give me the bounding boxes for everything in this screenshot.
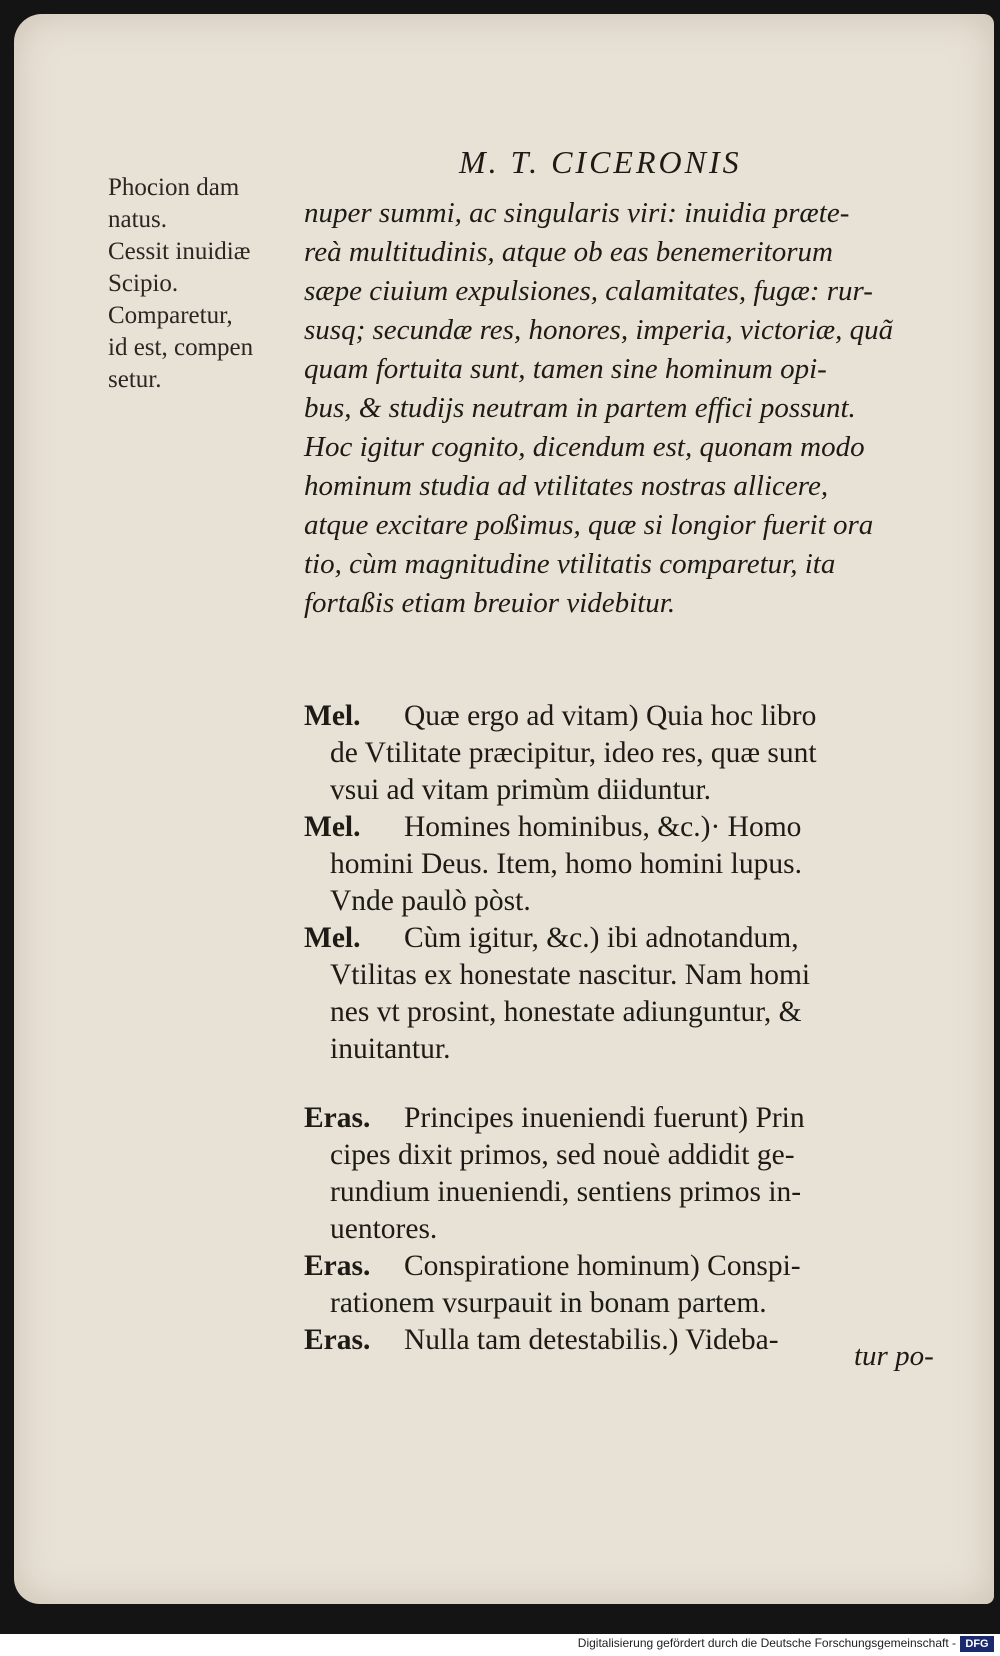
commentary-line: inuitantur.: [330, 1033, 451, 1065]
margin-note-line: Phocion dam: [108, 174, 240, 201]
margin-notes: [108, 172, 298, 396]
commentary-line: rundium inueniendi, sentiens primos in-: [330, 1176, 802, 1208]
commentary-line: Conspiratione hominum) Conspi-: [404, 1250, 801, 1282]
commentary-tag: Mel.: [304, 922, 361, 954]
main-text: [304, 194, 964, 623]
commentary-line: cipes dixit primos, sed nouè addidit ge-: [330, 1139, 795, 1171]
footer-credit: Digitalisierung gefördert durch die Deutsche Forschungsgemeinschaft -: [577, 1636, 956, 1650]
commentary-line: vsui ad vitam primùm diiduntur.: [330, 774, 712, 806]
commentary-line: Cùm igitur, &c.) ibi adnotandum,: [404, 922, 799, 954]
text-line: reà multitudinis, atque ob eas benemeritorum: [304, 236, 833, 268]
commentary-line: uentores.: [330, 1213, 438, 1245]
commentary-block-melanchthon: [304, 698, 964, 1068]
commentary-line: Vtilitas ex honestate nascitur. Nam homi: [330, 959, 811, 991]
commentary-line: de Vtilitate præcipitur, ideo res, quæ sunt: [330, 737, 817, 769]
commentary-line: Vnde paulò pòst.: [330, 885, 531, 917]
text-line: susq; secundæ res, honores, imperia, victoriæ, quã: [304, 314, 894, 346]
commentary-line: homini Deus. Item, homo homini lupus.: [330, 848, 802, 880]
commentary-tag: Mel.: [304, 811, 361, 843]
commentary-tag: Mel.: [304, 700, 361, 732]
text-line: hominum studia ad vtilitates nostras allicere,: [304, 470, 829, 502]
margin-note-line: natus.: [108, 206, 168, 233]
commentary-entry: [304, 1100, 964, 1248]
text-line: atque excitare poßimus, quæ si longior fuerit ora: [304, 509, 874, 541]
commentary-tag: Eras.: [304, 1102, 371, 1134]
margin-note-line: Comparetur,: [108, 302, 233, 329]
catchword: tur po-: [854, 1340, 934, 1372]
commentary-tag: Eras.: [304, 1324, 371, 1356]
commentary-line: rationem vsurpauit in bonam partem.: [330, 1287, 767, 1319]
commentary-line: Nulla tam detestabilis.) Videba-: [404, 1324, 779, 1356]
commentary-line: Quæ ergo ad vitam) Quia hoc libro: [404, 700, 817, 732]
text-line: tio, cùm magnitudine vtilitatis comparetur, ita: [304, 548, 836, 580]
text-line: bus, & studijs neutram in partem effici possunt.: [304, 392, 856, 424]
text-line: quam fortuita sunt, tamen sine hominum opi-: [304, 353, 827, 385]
commentary-line: Principes inueniendi fuerunt) Prin: [404, 1102, 805, 1134]
book-page: [14, 14, 994, 1604]
commentary-entry: [304, 698, 964, 809]
running-head: M. T. CICERONIS: [459, 144, 742, 180]
margin-note-line: Cessit inuidiæ: [108, 238, 251, 265]
commentary-tag: Eras.: [304, 1250, 371, 1282]
text-line: nuper summi, ac singularis viri: inuidia præte-: [304, 197, 850, 229]
commentary-block-erasmus: [304, 1100, 964, 1359]
margin-note-line: setur.: [108, 366, 162, 393]
text-line: sæpe ciuium expulsiones, calamitates, fugæ: rur-: [304, 275, 873, 307]
text-line: Hoc igitur cognito, dicendum est, quonam modo: [304, 431, 865, 463]
margin-note-line: Scipio.: [108, 270, 179, 297]
commentary-entry: [304, 809, 964, 920]
margin-note-line: id est, compen: [108, 334, 254, 361]
text-line: fortaßis etiam breuior videbitur.: [304, 587, 676, 619]
commentary-entry: [304, 920, 964, 1068]
commentary-line: Homines hominibus, &c.)· Homo: [404, 811, 802, 843]
commentary-line: nes vt prosint, honestate adiunguntur, &: [330, 996, 802, 1028]
commentary-entry: [304, 1248, 964, 1322]
dfg-logo: DFG: [960, 1636, 994, 1652]
